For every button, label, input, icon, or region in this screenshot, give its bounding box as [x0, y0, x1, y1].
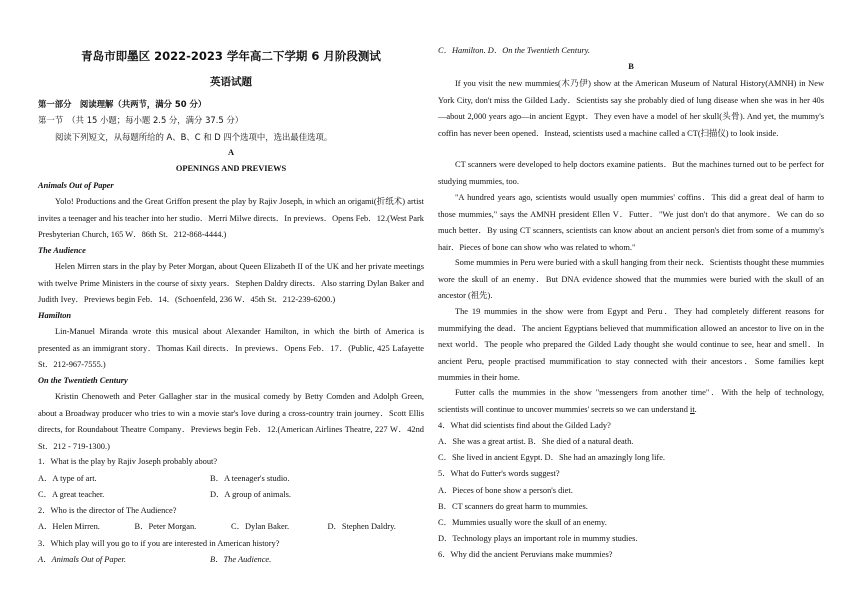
- paragraph-end: .: [694, 404, 697, 414]
- question-options: [38, 519, 424, 536]
- option[interactable]: B．The Audience.: [210, 555, 272, 564]
- option[interactable]: D．Technology plays an important role in mummy studies.: [438, 534, 638, 543]
- section1-heading: 第一节 （共 15 小题；每小题 2.5 分，满分 37.5 分）: [38, 115, 244, 125]
- exam-title: 青岛市即墨区 2022-2023 学年高二下学期 6 月阶段测试: [81, 49, 381, 63]
- question-stem: 5．What do Futter's words suggest?: [438, 469, 560, 478]
- option[interactable]: D．On the Twentieth Century.: [487, 46, 590, 55]
- passage-a-letter: A: [227, 148, 235, 157]
- section-heading: The Audience: [38, 246, 86, 255]
- question-options: [38, 487, 424, 504]
- option[interactable]: C．Dylan Baker.: [231, 522, 290, 531]
- option[interactable]: C．A great teacher.: [38, 490, 105, 499]
- paragraph-text: Futter calls the mummies in the show "messengers from another time"．With the help of technology, scientists will continue to uncover mummies' secrets so we can understand: [438, 388, 824, 414]
- section-text: Lin-Manuel Miranda wrote this musical about Alexander Hamilton, in which the birth of America is presented as an immigrant story．Thomas Kail directs．In previews．Opens Feb．17．(Public, 425 Lafayette St．212-967-7555.): [38, 327, 424, 370]
- option[interactable]: C．She lived in ancient Egypt.: [438, 453, 543, 462]
- paragraph: If you visit the new mummies(木乃伊) show at the American Museum of Natural History(AMNH) in New York City, don't miss the Gilded Lady．Scientists say she probably died of lung disease when she was in her 40s—about 2,000 years ago—in ancient Egypt．They even have a model of her skull(头骨). And yet, the mummy's coffin has never been opened．Instead, scientists used a machine called a CT(扫描仪) to look inside.: [438, 79, 824, 138]
- question-stem: 3．Which play will you go to if you are interested in American history?: [38, 539, 280, 548]
- paragraph: CT scanners were developed to help doctors examine patients．But the machines turned out to be perfect for studying mummies, too.: [438, 160, 824, 186]
- instructions: 阅读下列短文，从每题所给的 A、B、C 和 D 四个选项中，选出最佳选项。: [55, 132, 333, 142]
- option[interactable]: A．She was a great artist.: [438, 437, 526, 446]
- section-text: Kristin Chenoweth and Peter Gallagher star in the musical comedy by Betty Comden and Adolph Green, about a Broadway producer who tries to win a movie star's love during a cross-country train journey．Scott Ellis directs, for Roundabout Theatre Company．Previews begin Feb．12.(American Airlines Theatre, 227 W．42nd St．212 - 719-1300.): [38, 392, 424, 451]
- paragraph: "A hundred years ago, scientists would usually open mummies' coffins．This did a great deal of harm to those mummies," says the AMNH president Ellen V．Futter．"We just don't do that anymore．We can do so much better．By using CT scanners, scientists can know about an ancient person's diet from some of a mummy's hair．Pieces of bone can show who was related to whom.": [438, 193, 824, 252]
- section-heading: On the Twentieth Century: [38, 376, 128, 385]
- question-options: [38, 471, 424, 488]
- option[interactable]: B．She died of a natural death.: [527, 437, 634, 446]
- option[interactable]: D．A group of animals.: [210, 490, 291, 499]
- option[interactable]: B．Peter Morgan.: [134, 522, 197, 531]
- option[interactable]: A．Pieces of bone show a person's diet.: [438, 486, 573, 495]
- question-options: [438, 43, 824, 60]
- option[interactable]: A．Animals Out of Paper.: [38, 555, 126, 564]
- paragraph: [438, 385, 824, 418]
- question-stem: 1．What is the play by Rajiv Joseph probably about?: [38, 457, 218, 466]
- question-stem: 6．Why did the ancient Peruvians make mummies?: [438, 550, 613, 559]
- question-stem: 2．Who is the director of The Audience?: [38, 506, 177, 515]
- option[interactable]: C．Hamilton.: [438, 46, 486, 55]
- option[interactable]: D．She had an amazingly long life.: [544, 453, 666, 462]
- option[interactable]: D．Stephen Daldry.: [327, 522, 396, 531]
- passage-b-letter: B: [628, 62, 634, 71]
- underlined-word: it: [690, 404, 695, 414]
- option[interactable]: C．Mummies usually wore the skull of an enemy.: [438, 518, 607, 527]
- exam-subject: 英语试题: [210, 76, 252, 88]
- option[interactable]: A．A type of art.: [38, 474, 97, 483]
- section-text: Helen Mirren stars in the play by Peter Morgan, about Queen Elizabeth II of the UK and her private meetings with twelve Prime Ministers in the course of sixty years．Stephen Daldry directs．Also starring Dylan Baker and Judith Ivey．Previews begin Feb．14．(Schoenfeld, 236 W．45th St．212-239-6200.): [38, 262, 424, 305]
- question-stem: 4．What did scientists find about the Gilded Lady?: [438, 421, 611, 430]
- question-options: [438, 434, 824, 451]
- paragraph: Some mummies in Peru were buried with a skull hanging from their neck．Scientists thought these mummies wore the skull of an enemy．But DNA evidence showed that the mummies were buried with the skull of an ancestor (祖先).: [438, 258, 824, 301]
- part1-heading: 第一部分 阅读理解（共两节，满分 50 分）: [38, 99, 207, 109]
- question-options: [38, 552, 424, 569]
- section-heading: Animals Out of Paper: [38, 181, 114, 190]
- option[interactable]: B．A teenager's studio.: [210, 474, 290, 483]
- section-heading: Hamilton: [38, 311, 72, 320]
- option[interactable]: A．Helen Mirren.: [38, 522, 100, 531]
- passage-a-title: OPENINGS AND PREVIEWS: [175, 164, 287, 173]
- option[interactable]: B．CT scanners do great harm to mummies.: [438, 502, 588, 511]
- question-options: [438, 450, 824, 467]
- section-text: Yolo! Productions and the Great Griffon present the play by Rajiv Joseph, in which an origami(折纸术) artist invites a teenager and his teacher into her studio．Merri Milwe directs．In previews．Opens Feb．12.(West Park Presbyterian Church, 165 W．86th St．212-868-4444.): [38, 197, 424, 240]
- paragraph: The 19 mummies in the show were from Egypt and Peru．They had completely different reasons for mummifying the dead．The ancient Egyptians believed that mummification allowed an ancestor to live on in the next world．The people who prepared the Gilded Lady thought she would continue to see, hear and smell．In ancient Peru, people practised mummification to stay connected with their ancestors．Some families kept mummies in their home.: [438, 307, 824, 383]
